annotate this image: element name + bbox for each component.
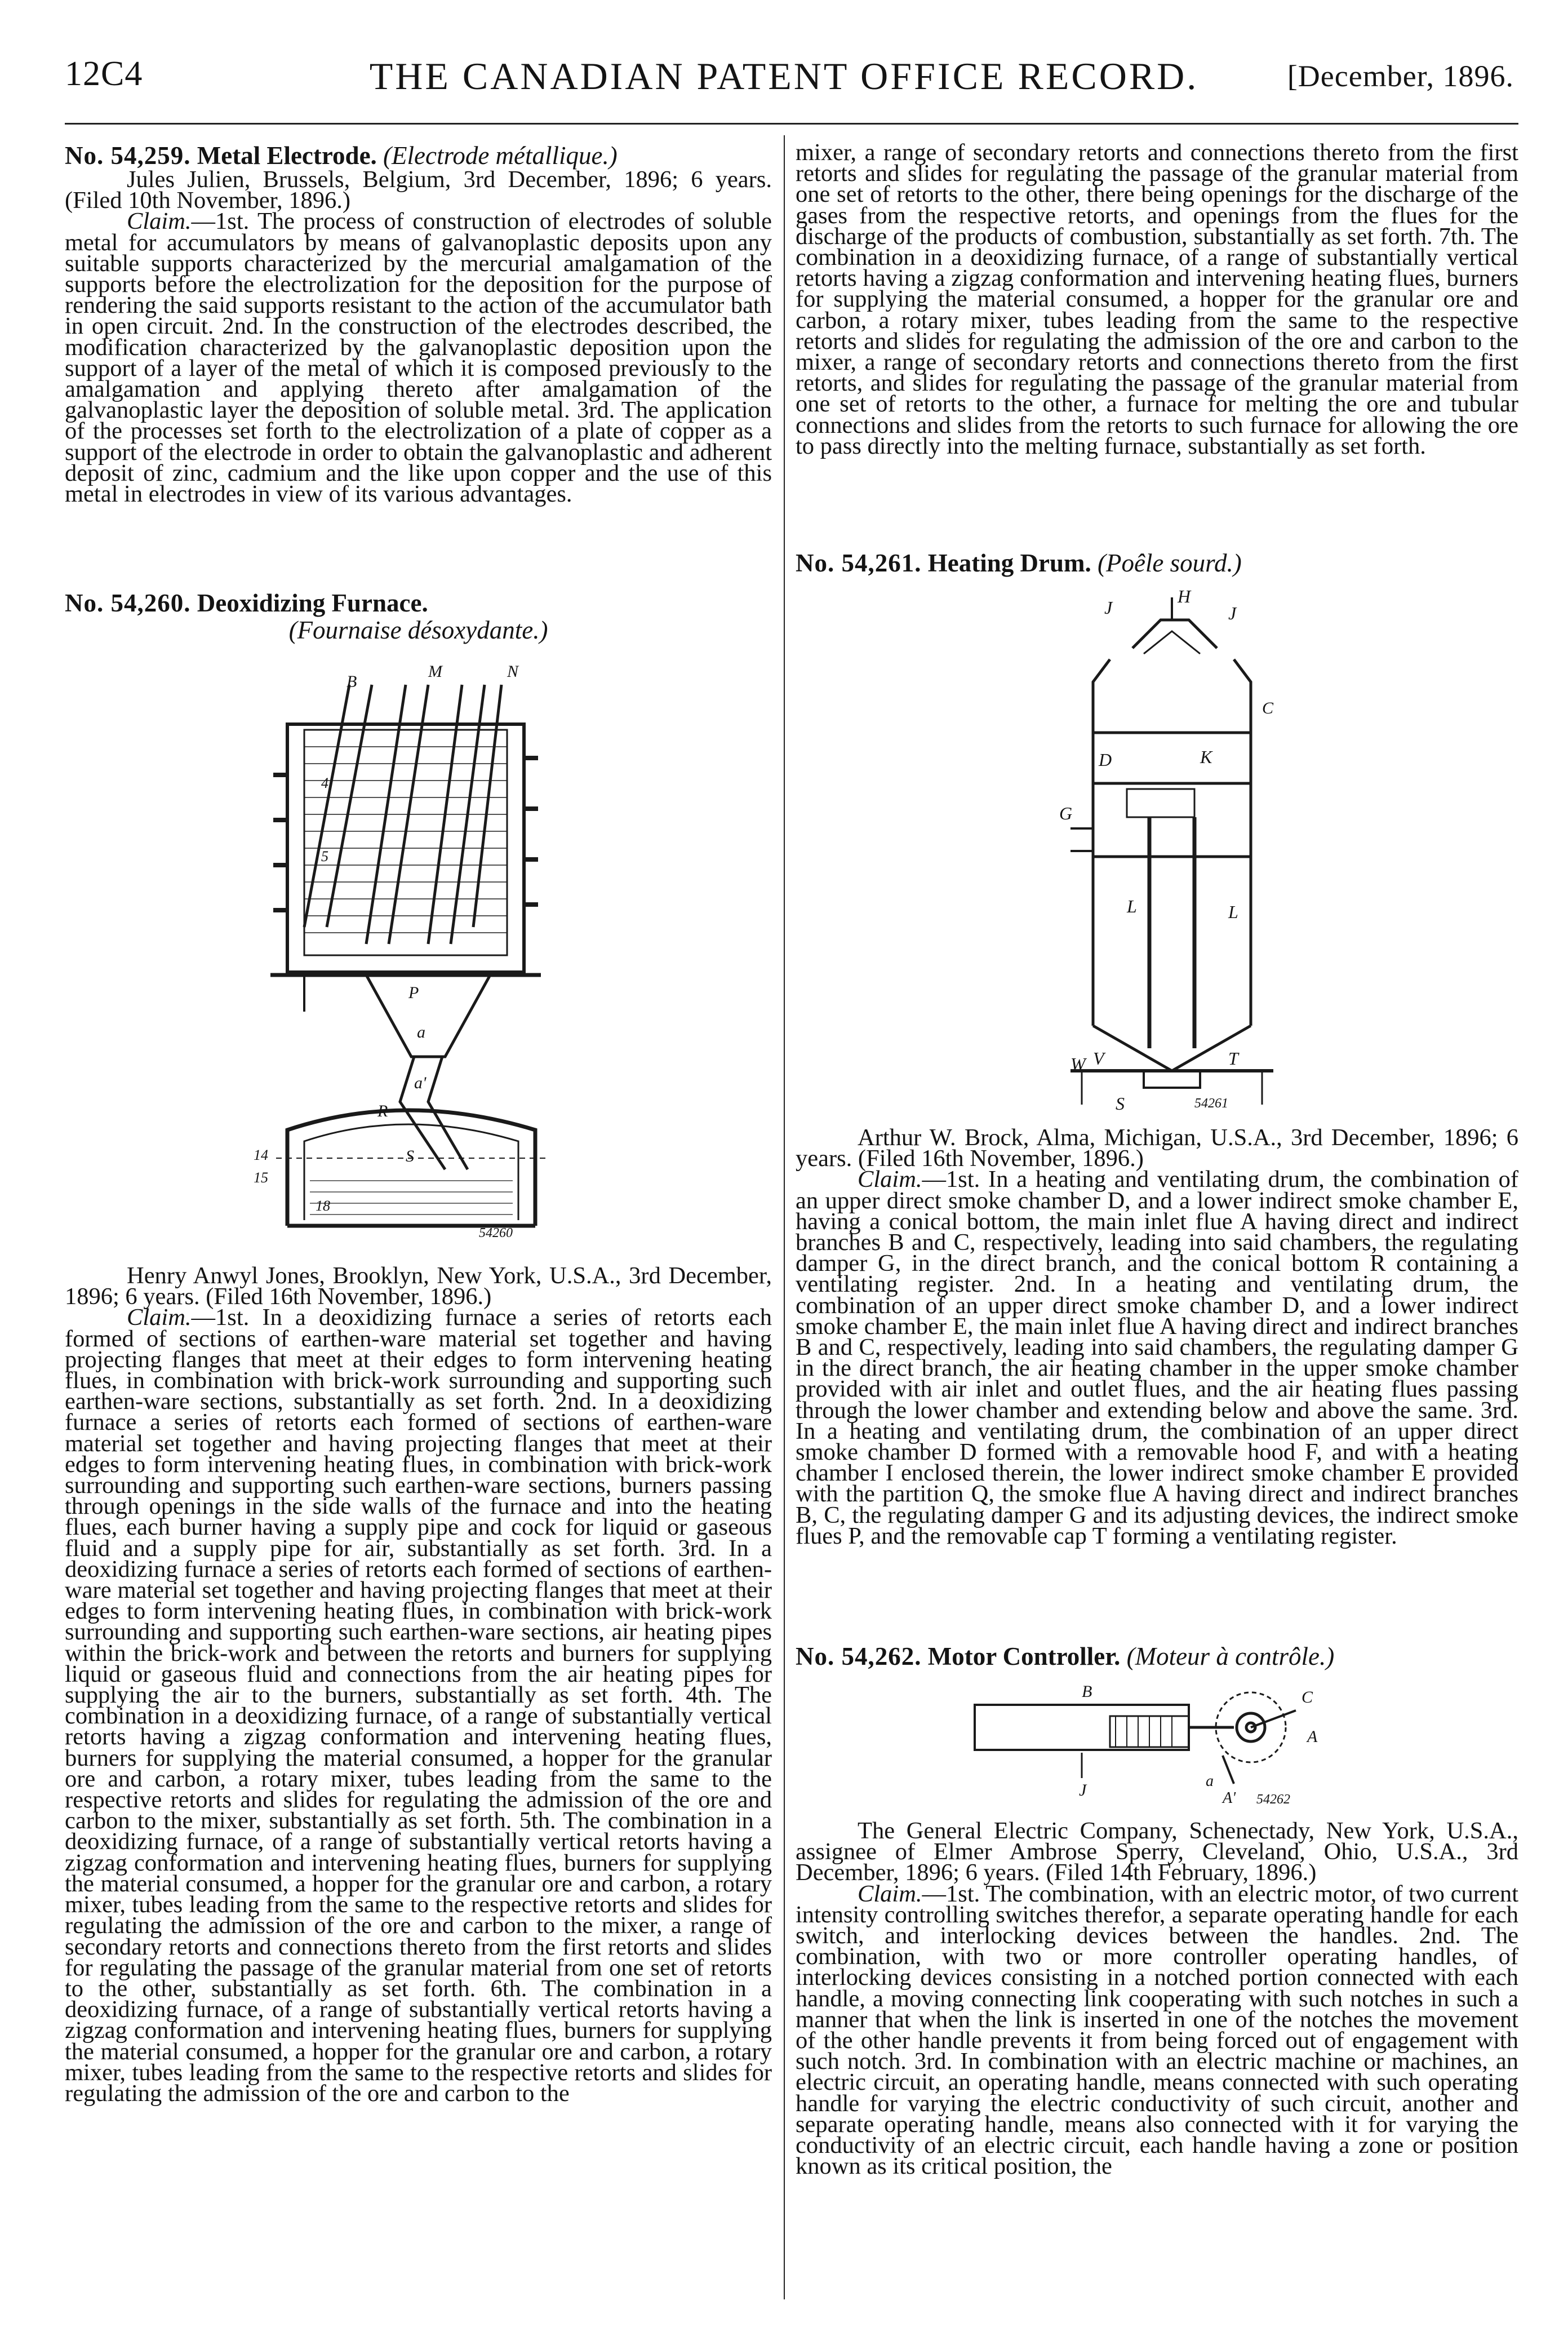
patent-54262-inventor: The General Electric Company, Schenectady, New York, U.S.A., assignee of Elmer Ambrose Sperry, Cleveland, Ohio, U.S.A., 3rd December, 1896; 6 years. (Filed 14th February, 1896.): [796, 1818, 1518, 1886]
figure-label-R: R: [377, 1102, 388, 1120]
figure-label-B: B: [1082, 1682, 1092, 1701]
patent-title: Heating Drum.: [927, 549, 1091, 577]
claim-label: Claim.: [127, 1304, 192, 1331]
figure-label-N: N: [507, 662, 519, 681]
figure-label-L: L: [1127, 896, 1137, 916]
right-column-continuation: [796, 139, 1518, 459]
patent-54259-heading: [65, 142, 772, 169]
figure-label-L2: L: [1228, 902, 1238, 922]
figure-label-J: J: [1104, 597, 1113, 618]
patent-54260-claim: [65, 1304, 772, 2107]
figure-label-5: 5: [321, 848, 328, 865]
patent-54261-head-block: [796, 549, 1518, 577]
patent-french-title: (Fournaise désoxydante.): [288, 616, 548, 644]
patent-54261-heading: [796, 549, 1518, 577]
left-column: [65, 141, 772, 508]
patent-54259-inventor: Jules Julien, Brussels, Belgium, 3rd December, 1896; 6 years. (Filed 10th November, 1896.): [65, 166, 772, 214]
header-rule: [65, 123, 1518, 125]
figure-label-B: B: [347, 672, 357, 691]
figure-label-V: V: [1093, 1048, 1104, 1069]
patent-54260-body: [65, 1262, 772, 2107]
patent-54260-head-block: [65, 589, 772, 644]
claim-text: —1st. In a heating and ventilating drum, the combination of an upper direct smoke chamber D, and a lower indirect smoke chamber E, having a conical bottom, the main inlet flue A having direct and indirect branches B and C, respectively, leading into said chambers, the regulating damper G, in the direct branch, and the conical bottom R containing a ventilating register. 2nd. In a heating and ventilating drum, the combination of an upper direct smoke chamber D, and a lower indirect smoke chamber E, the main inlet flue A having direct and indirect branches B and C, respectively, leading into said chambers, the regulating damper G in the direct branch, the air heating chamber in the upper smoke chamber provided with air inlet and outlet flues, and the air heating flues passing through the lower chamber and extending below and above the same. 3rd. In a heating and ventilating drum, the combination of an upper direct smoke chamber D formed with a removable hood F, and with a heating chamber I enclosed therein, the lower indirect smoke chamber E provided with the partition Q, the smoke flue A having direct and indirect branches B, C, the regulating damper G and its adjusting devices, the indirect smoke flues P, and the removable cap T forming a ventilating register.: [796, 1166, 1518, 1549]
patent-54261-claim: [796, 1166, 1518, 1549]
figure-heating-drum: [1059, 586, 1296, 1119]
figure-number: 54261: [1194, 1096, 1228, 1111]
patent-54261-body: [796, 1124, 1518, 1549]
figure-label-J2: J: [1228, 603, 1237, 623]
figure-label-G: G: [1059, 803, 1073, 823]
patent-54262-claim: [796, 1880, 1518, 2180]
patent-54261-inventor: Arthur W. Brock, Alma, Michigan, U.S.A., 3rd December, 1896; 6 years. (Filed 16th November, 1896.): [796, 1124, 1518, 1172]
issue-date: [December, 1896.: [1287, 59, 1514, 93]
figure-deoxidizing-furnace: [220, 662, 625, 1240]
patent-54262-head-block: [796, 1643, 1518, 1670]
figure-motor-controller: [969, 1682, 1330, 1815]
figure-label-T: T: [1228, 1048, 1238, 1069]
patent-title: Deoxidizing Furnace.: [197, 589, 428, 617]
patent-number: No. 54,259.: [65, 141, 191, 170]
patent-number: No. 54,262.: [796, 1642, 922, 1670]
figure-label-M: M: [428, 662, 442, 681]
patent-54260-inventor: Henry Anwyl Jones, Brooklyn, New York, U.S.A., 3rd December, 1896; 6 years. (Filed 16th November, 1896.): [65, 1262, 772, 1310]
figure-label-A-prime: A': [1223, 1789, 1236, 1807]
claim-text: —1st. The combination, with an electric motor, of two current intensity controlling switches therefor, a separate operating handle for each switch, and interlocking devices between the handles. 2nd. The combination, with two or more controller operating handles, of interlocking devices consisting in a notched portion connected with each handle, a moving connecting link cooperating with such notches in such a manner that when the link is inserted in one of the notches the movement of the other handle prevents it from being forced out of engagement with such notch. 3rd. In combination with an electric machine or machines, an electric circuit, an operating handle, means connected with such operating handle for varying the electric conductivity of such circuit, another and separate operating handle, means also connected with it for varying the conductivity of an electric circuit, each handle having a zone or position known as its critical position, the: [796, 1880, 1518, 2180]
figure-number: 54260: [479, 1226, 513, 1240]
claim-label: Claim.: [858, 1166, 922, 1193]
figure-label-C: C: [1302, 1688, 1313, 1707]
figure-label-K: K: [1200, 747, 1212, 767]
figure-label-a: a: [417, 1023, 425, 1041]
figure-label-15: 15: [254, 1169, 268, 1186]
figure-label-14: 14: [254, 1147, 268, 1163]
patent-54259-claim: [65, 208, 772, 508]
figure-label-a: a: [1206, 1772, 1214, 1790]
claim-text: —1st. The process of construction of electrodes of soluble metal for accumulators by means of galvanoplastic deposits upon any suitable supports characterized by the mercurial amalgamation of the supports before the electrolization for the deposition for the purpose of rendering the said supports resistant to the action of the accumulator bath in open circuit. 2nd. In the construction of the electrodes described, the modification characterized by the galvanoplastic deposition upon the support of a layer of the metal of which it is composed previously to the amalgamation and applying thereto after amalgamation of the galvanoplastic layer the deposition of soluble metal. 3rd. The application of the processes set forth to the electrolization of a plate of copper as a support of the electrode in order to obtain the galvanoplastic and adherent deposit of zinc, cadmium and the like upon copper and the use of this metal in electrodes in view of its various advantages.: [65, 208, 772, 508]
claim-label: Claim.: [127, 208, 192, 235]
figure-label-18: 18: [316, 1198, 330, 1214]
patent-french-title: (Electrode métallique.): [383, 141, 618, 170]
figure-number: 54262: [1256, 1792, 1290, 1807]
figure-label-a-prime: a': [414, 1074, 427, 1092]
column-divider: [784, 135, 785, 2299]
figure-label-D: D: [1099, 750, 1112, 770]
patent-french-title: (Poêle sourd.): [1097, 549, 1242, 577]
patent-54262-body: [796, 1818, 1518, 2180]
figure-label-P: P: [408, 983, 419, 1002]
patent-number: No. 54,261.: [796, 549, 922, 577]
claim-label: Claim.: [858, 1880, 922, 1907]
patent-title: Metal Electrode.: [197, 141, 377, 170]
patent-number: No. 54,260.: [65, 589, 191, 617]
page-number: 12C4: [65, 55, 143, 93]
figure-label-C: C: [1262, 699, 1274, 717]
figure-label-4: 4: [321, 775, 328, 791]
patent-54262-heading: [796, 1643, 1518, 1670]
publication-title: THE CANADIAN PATENT OFFICE RECORD.: [369, 55, 1199, 97]
figure-label-W: W: [1070, 1054, 1086, 1074]
figure-label-S: S: [406, 1147, 414, 1165]
patent-title: Motor Controller.: [927, 1642, 1121, 1670]
figure-label-J: J: [1079, 1781, 1087, 1799]
figure-label-S: S: [1116, 1093, 1125, 1114]
figure-label-A: A: [1307, 1727, 1318, 1746]
patent-54260-heading: [65, 589, 772, 617]
figure-label-H: H: [1178, 586, 1191, 606]
claim-text: —1st. In a deoxidizing furnace a series of retorts each formed of sections of earthen-ware material set together and having projecting flanges that meet at their edges to form intervening heating flues, in combination with brick-work surrounding and supporting such earthen-ware sections, substantially as set forth. 2nd. In a deoxidizing furnace a series of retorts each formed of sections of earthen-ware material set together and having projecting flanges that meet at their edges to form intervening heating flues, in combination with brick-work surrounding and supporting such earthen-ware sections, burners passing through openings in the side walls of the furnace and into the heating flues, each burner having a supply pipe and cock for liquid or gaseous fluid and a supply pipe for air, substantially as set forth. 3rd. In a deoxidizing furnace a series of retorts each formed of sections of earthen-ware material set together and having projecting flanges that meet at their edges to form intervening heating flues, in combination with brick-work surrounding and supporting such earthen-ware sections, air heating pipes within the brick-work and between the retorts and burners for supplying liquid or gaseous fluid and connections from the air heating pipes for supplying the air to the burners, substantially as set forth. 4th. The combination in a deoxidizing furnace, of a range of substantially vertical retorts having a zigzag conformation and intervening heating flues, burners for supplying the material consumed, a hopper for the granular ore and carbon, a rotary mixer, tubes leading from the same to the respective retorts and slides for regulating the admission of the ore and carbon to the mixer, substantially as set forth. 5th. The combination in a deoxidizing furnace, of a range of substantially vertical retorts having a zigzag conformation and intervening heating flues, burners for supplying the material consumed, a hopper for the granular ore and carbon, a rotary mixer, tubes leading from the same to the respective retorts and slides for regulating the admission of the ore and carbon to the mixer, a range of secondary retorts and connections thereto from the first retorts and slides for regulating the passage of the granular material from one set of retorts to the other, substantially as set forth. 6th. The combination in a deoxidizing furnace, of a range of substantially vertical retorts having a zigzag conformation and intervening heating flues, burners for supplying the material consumed, a hopper for the granular ore and carbon, a rotary mixer, tubes leading from the same to the respective retorts and slides for regulating the admission of the ore and carbon to the: [65, 1304, 772, 2107]
patent-french-title: (Moteur à contrôle.): [1126, 1642, 1335, 1670]
patent-54260-claim-continued: mixer, a range of secondary retorts and connections thereto from the first retorts and slides for regulating the passage of the granular material from one set of retorts to the other, there being openings for the discharge of the gases from the respective retorts, and openings from the flues for the discharge of the products of combustion, substantially as set forth. 7th. The combination in a deoxidizing furnace, of a range of substantially vertical retorts having a zigzag conformation and intervening heating flues, burners for supplying the material consumed, a hopper for the granular ore and carbon, a rotary mixer, tubes leading from the same to the respective retorts and slides for regulating the admission of the ore and carbon to the mixer, a range of secondary retorts and connections thereto from the first retorts, and slides for regulating the passage of the granular material from one set of retorts to the other, a furnace for melting the ore and tubular connections and slides from the retorts to such furnace for allowing the ore to pass directly into the melting furnace, substantially as set forth.: [796, 139, 1518, 459]
